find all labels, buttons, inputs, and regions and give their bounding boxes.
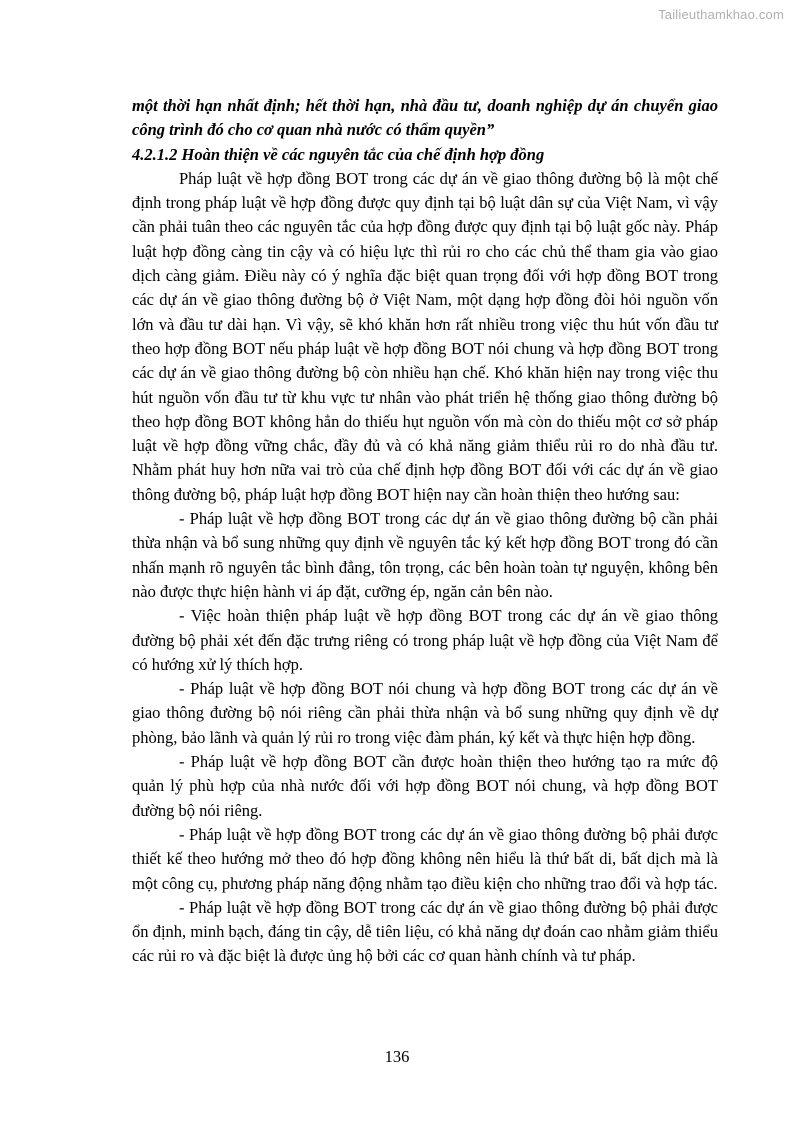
watermark-text: Tailieuthamkhao.com: [658, 7, 784, 22]
intro-quote: một thời hạn nhất định; hết thời hạn, nhà đầu tư, doanh nghiệp dự án chuyển giao công trình đó cho cơ quan nhà nước có thẩm quyền”: [132, 96, 718, 140]
body-paragraph-principles: - Pháp luật về hợp đồng BOT trong các dự án về giao thông đường bộ cần phải thừa nhận và bổ sung những quy định về nguyên tắc ký kết hợp đồng BOT trong đó cần nhấn mạnh rõ nguyên tắc bình đẳng, tôn trọng, các bên hoàn toàn tự nguyện, không bên nào được thực hiện hành vi áp đặt, cưỡng ép, ngăn cản bên nào.: [132, 509, 718, 601]
body-paragraph-state-management: - Pháp luật về hợp đồng BOT cần được hoàn thiện theo hướng tạo ra mức độ quản lý phù hợp của nhà nước đối với hợp đồng BOT nói chung, và hợp đồng BOT đường bộ nói riêng.: [132, 752, 718, 820]
body-paragraph-risk-management: - Pháp luật về hợp đồng BOT nói chung và hợp đồng BOT trong các dự án về giao thông đường bộ nói riêng cần phải thừa nhận và bổ sung những quy định về dự phòng, bảo lãnh và quản lý rủi ro trong việc đàm phán, ký kết và thực hiện hợp đồng.: [132, 679, 718, 747]
body-paragraph-intro: Pháp luật về hợp đồng BOT trong các dự án về giao thông đường bộ là một chế định trong pháp luật về hợp đồng được quy định tại bộ luật dân sự của Việt Nam, vì vậy cần phải tuân theo các nguyên tắc của hợp đồng được quy định tại bộ luật gốc này. Pháp luật hợp đồng càng tin cậy và có hiệu lực thì rủi ro cho các chủ thể tham gia vào giao dịch càng giảm. Điều này có ý nghĩa đặc biệt quan trọng đối với hợp đồng BOT trong các dự án về giao thông đường bộ ở Việt Nam, một dạng hợp đồng đòi hỏi nguồn vốn lớn và đầu tư dài hạn. Vì vậy, sẽ khó khăn hơn rất nhiều trong việc thu hút vốn đầu tư theo hợp đồng BOT nếu pháp luật về hợp đồng BOT nói chung và hợp đồng BOT trong các dự án về giao thông đường bộ còn nhiều hạn chế. Khó khăn hiện nay trong việc thu hút nguồn vốn đầu tư từ khu vực tư nhân vào phát triển hệ thống giao thông đường bộ theo hợp đồng BOT không hẳn do thiếu hụt nguồn vốn mà còn do thiếu một cơ sở pháp luật về hợp đồng vững chắc, đầy đủ và có khả năng giảm thiểu rủi ro do nhà đầu tư. Nhằm phát huy hơn nữa vai trò của chế định hợp đồng BOT đối với các dự án về giao thông đường bộ, pháp luật hợp đồng BOT hiện nay cần hoàn thiện theo hướng sau:: [132, 168, 718, 504]
body-paragraph-open-design: - Pháp luật về hợp đồng BOT trong các dự án về giao thông đường bộ phải được thiết kế theo hướng mở theo đó hợp đồng không nên hiểu là thứ bất di, bất dịch mà là một công cụ, phương pháp năng động nhằm tạo điều kiện cho những trao đổi và hợp tác.: [132, 824, 718, 893]
page-body: [132, 94, 718, 969]
page-number: 136: [384, 1047, 410, 1066]
section-heading: 4.2.1.2 Hoàn thiện về các nguyên tắc của chế định hợp đồng: [132, 144, 545, 164]
body-paragraph-stability: - Pháp luật về hợp đồng BOT trong các dự án về giao thông đường bộ phải được ổn định, minh bạch, đáng tin cậy, dễ tiên liệu, có khả năng dự đoán cao nhằm giảm thiểu các rủi ro và đặc biệt là được ủng hộ bởi các cơ quan hành chính và tư pháp.: [132, 897, 718, 966]
body-paragraph-vietnam-specifics: - Việc hoàn thiện pháp luật về hợp đồng BOT trong các dự án về giao thông đường bộ phải xét đến đặc trưng riêng có trong pháp luật về hợp đồng của Việt Nam để có hướng xử lý thích hợp.: [132, 606, 718, 674]
